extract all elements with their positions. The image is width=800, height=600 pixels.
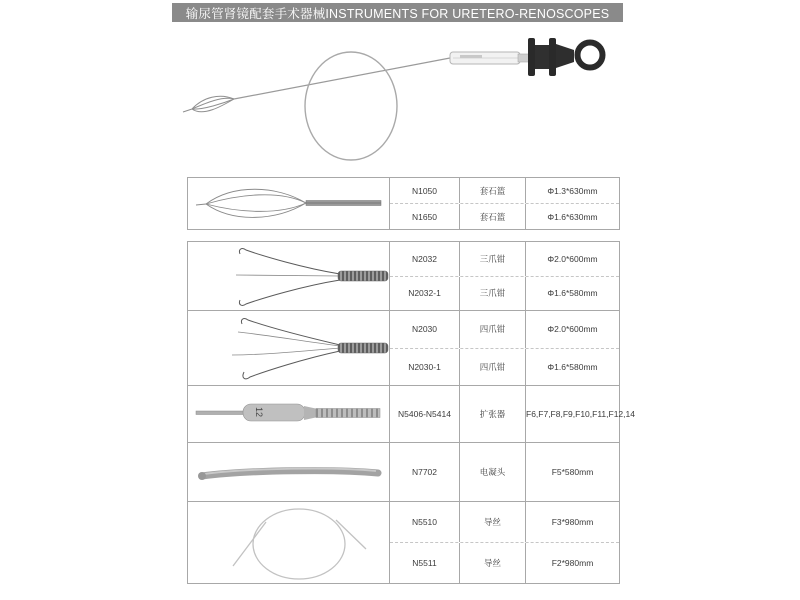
stone-basket-handle-illustration xyxy=(150,28,650,173)
product-name: 三爪钳 xyxy=(459,242,525,276)
model-number: N5511 xyxy=(412,558,437,568)
table-row xyxy=(390,348,619,386)
catalog-group-coagulation-electrode xyxy=(187,442,620,502)
table-row xyxy=(390,386,635,442)
product-name: 四爪钳 xyxy=(459,311,525,348)
product-spec: F6,F7,F8,F9,F10,F11,F12,14 xyxy=(525,386,635,442)
stone-basket-image xyxy=(188,178,390,229)
catalog-group-stone-basket xyxy=(187,177,620,230)
catalog-group-dilator xyxy=(187,385,635,443)
product-spec: Φ2.0*600mm xyxy=(525,242,619,276)
product-spec: F2*980mm xyxy=(525,543,619,583)
basket-tip xyxy=(183,96,234,112)
catalog-group-four-prong-grasper xyxy=(187,310,620,386)
instrument-wire xyxy=(234,58,450,99)
product-name: 电凝头 xyxy=(459,443,525,501)
model-number: N2030-1 xyxy=(408,361,441,372)
product-name: 四爪钳 xyxy=(459,349,525,386)
model-number: N1650 xyxy=(411,211,438,222)
model-number: N2032 xyxy=(411,253,438,264)
table-row xyxy=(390,502,619,542)
product-spec: Φ2.0*600mm xyxy=(525,311,619,348)
table-row xyxy=(390,542,619,583)
model-number: N7702 xyxy=(411,467,438,477)
product-name: 套石篮 xyxy=(459,178,525,203)
product-spec: Φ1.6*630mm xyxy=(525,204,619,229)
model-number: N2032-1 xyxy=(408,288,441,299)
model-number: N1050 xyxy=(411,185,438,196)
coagulation-electrode-image xyxy=(188,443,390,501)
handle-assembly xyxy=(450,38,603,76)
hero-instrument-image xyxy=(150,28,650,173)
product-name: 扩张器 xyxy=(459,386,525,442)
product-spec: Φ1.3*630mm xyxy=(525,178,619,203)
model-number: N5510 xyxy=(411,517,438,527)
product-spec: F3*980mm xyxy=(525,502,619,542)
product-spec: F5*580mm xyxy=(525,443,619,501)
catalog-group-three-prong-grasper xyxy=(187,241,620,311)
four-prong-grasper-image xyxy=(188,311,390,385)
thumb-ring xyxy=(578,43,603,68)
table-row xyxy=(390,276,619,311)
table-row xyxy=(390,443,619,501)
coiled-wire-loop xyxy=(305,52,397,160)
dilator-image xyxy=(188,386,390,442)
product-spec: Φ1.6*580mm xyxy=(525,349,619,386)
model-number: N2030 xyxy=(411,324,438,335)
model-number: N5406-N5414 xyxy=(398,409,451,419)
table-row xyxy=(390,178,619,203)
product-name: 套石篮 xyxy=(459,204,525,229)
product-spec: Φ1.6*580mm xyxy=(525,277,619,311)
three-prong-grasper-image xyxy=(188,242,390,310)
catalog-group-guidewire xyxy=(187,501,620,584)
table-row xyxy=(390,311,619,348)
dilator-size-marking: 12 xyxy=(254,407,264,418)
table-row xyxy=(390,203,619,229)
product-name: 三爪钳 xyxy=(459,277,525,311)
product-name: 导丝 xyxy=(459,543,525,583)
page-title: 输尿管肾镜配套手术器械INSTRUMENTS FOR URETERO-RENOSCOPES xyxy=(172,3,623,22)
table-row xyxy=(390,242,619,276)
guidewire-image xyxy=(188,502,390,583)
product-name: 导丝 xyxy=(459,502,525,542)
